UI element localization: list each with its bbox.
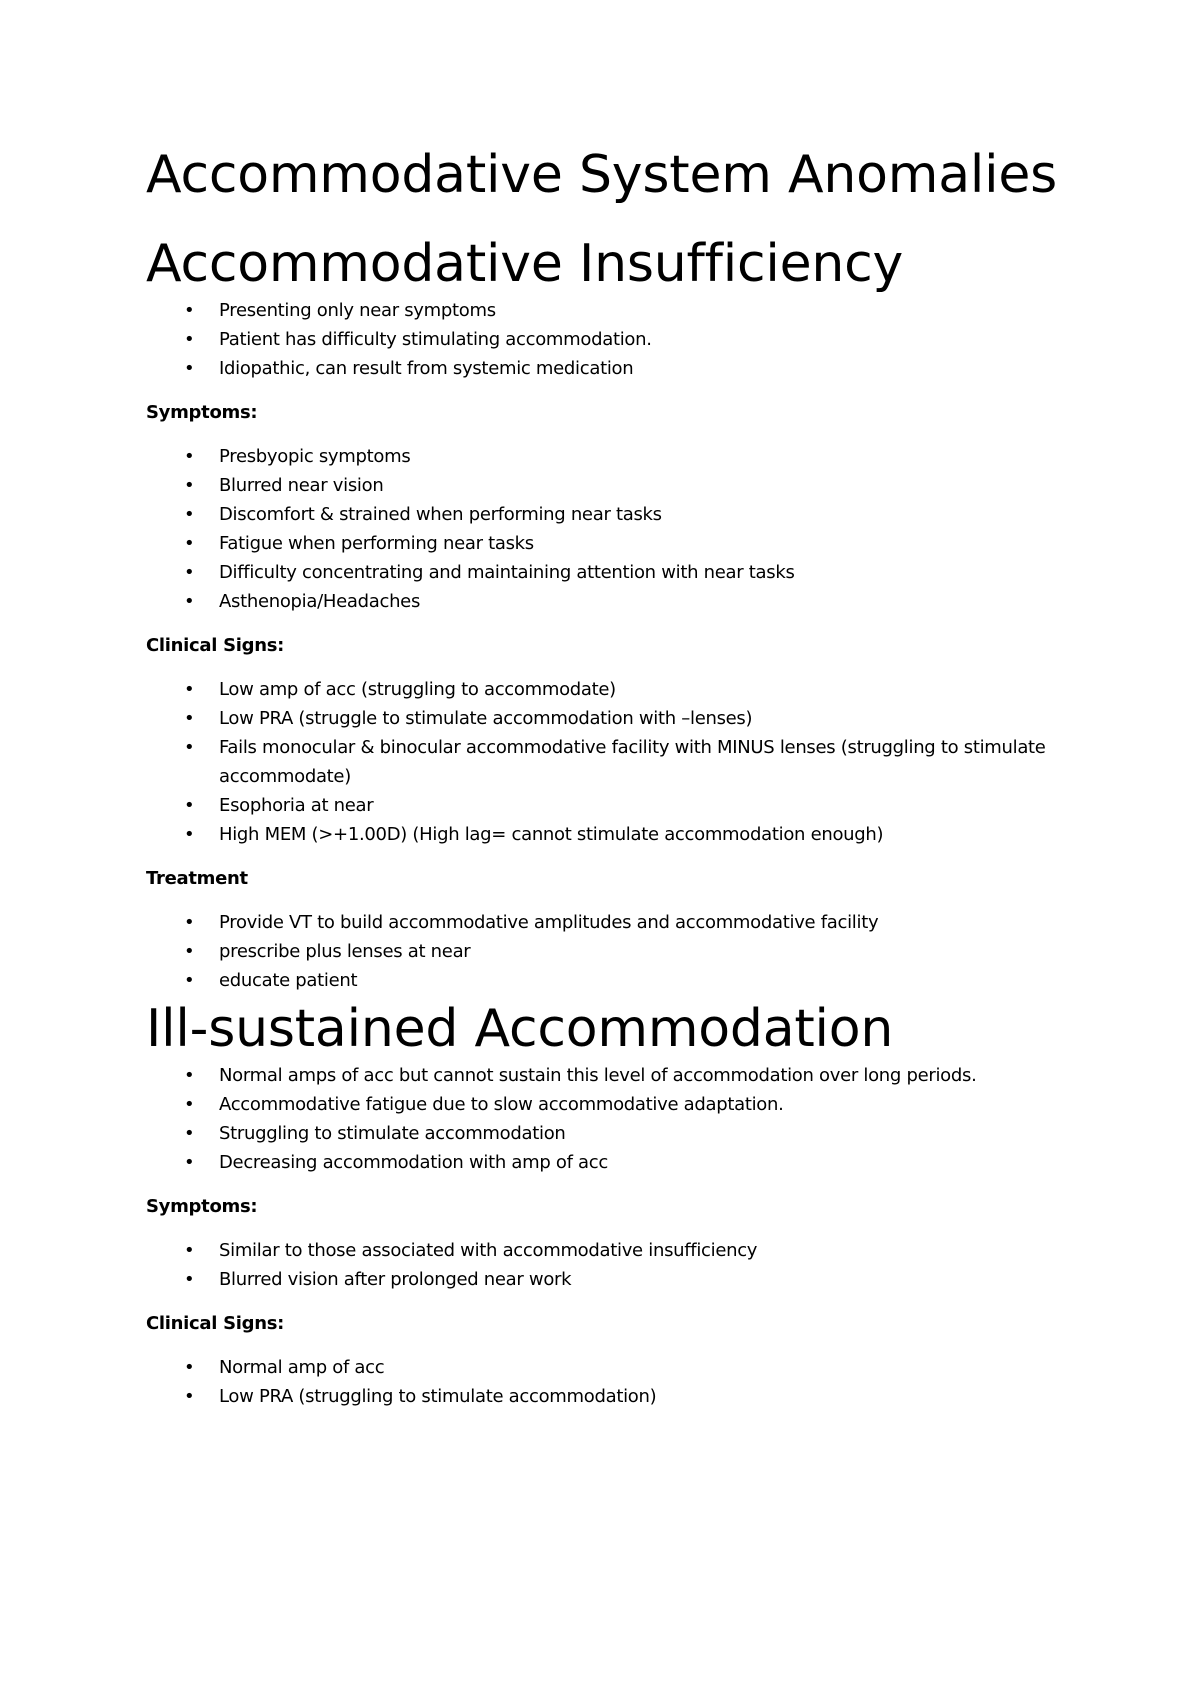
list-item: • Discomfort & strained when performing near tasks [146,500,1106,529]
list-item: • Provide VT to build accommodative amplitudes and accommodative facility [146,908,1106,937]
list-item: • Low amp of acc (struggling to accommodate) [146,675,1106,704]
section-heading-ill-sustained-accommodation: Ill-sustained Accommodation [146,999,894,1059]
list-item: • prescribe plus lenses at near [146,937,1106,966]
symptoms-list [146,1236,1106,1294]
list-item: • Esophoria at near [146,791,1106,820]
clinical-signs-label: Clinical Signs: [146,1313,285,1334]
section-heading-accommodative-insufficiency: Accommodative Insufficiency [146,234,904,294]
treatment-list [146,908,1106,995]
list-item: • Presenting only near symptoms [146,296,1106,325]
list-item: • Asthenopia/Headaches [146,587,1106,616]
list-item: • Fatigue when performing near tasks [146,529,1106,558]
symptoms-label: Symptoms: [146,402,258,423]
list-item: • Patient has difficulty stimulating accommodation. [146,325,1106,354]
list-item: • Normal amps of acc but cannot sustain this level of accommodation over long periods. [146,1061,1106,1090]
list-item: • High MEM (>+1.00D) (High lag= cannot stimulate accommodation enough) [146,820,1106,849]
list-item: • Presbyopic symptoms [146,442,1106,471]
list-item: • Similar to those associated with accommodative insufficiency [146,1236,1106,1265]
list-item: • Fails monocular & binocular accommodative facility with MINUS lenses (struggling to stimulate accommodate) [146,733,1106,791]
document-body [146,142,1106,1411]
list-item: • Blurred vision after prolonged near work [146,1265,1106,1294]
clinical-signs-list [146,675,1106,849]
symptoms-list [146,442,1106,616]
list-item: • Low PRA (struggling to stimulate accommodation) [146,1382,1106,1411]
intro-list [146,296,1106,383]
list-item: • Normal amp of acc [146,1353,1106,1382]
list-item: • Decreasing accommodation with amp of acc [146,1148,1106,1177]
symptoms-label: Symptoms: [146,1196,258,1217]
list-item: • Idiopathic, can result from systemic medication [146,354,1106,383]
list-item: • Low PRA (struggle to stimulate accommodation with –lenses) [146,704,1106,733]
list-item: • Struggling to stimulate accommodation [146,1119,1106,1148]
list-item: • Difficulty concentrating and maintaining attention with near tasks [146,558,1106,587]
clinical-signs-list [146,1353,1106,1411]
document-title: Accommodative System Anomalies [146,145,1058,205]
intro-list [146,1061,1106,1177]
clinical-signs-label: Clinical Signs: [146,635,285,656]
list-item: • Accommodative fatigue due to slow accommodative adaptation. [146,1090,1106,1119]
list-item: • educate patient [146,966,1106,995]
list-item: • Blurred near vision [146,471,1106,500]
treatment-label: Treatment [146,868,248,889]
